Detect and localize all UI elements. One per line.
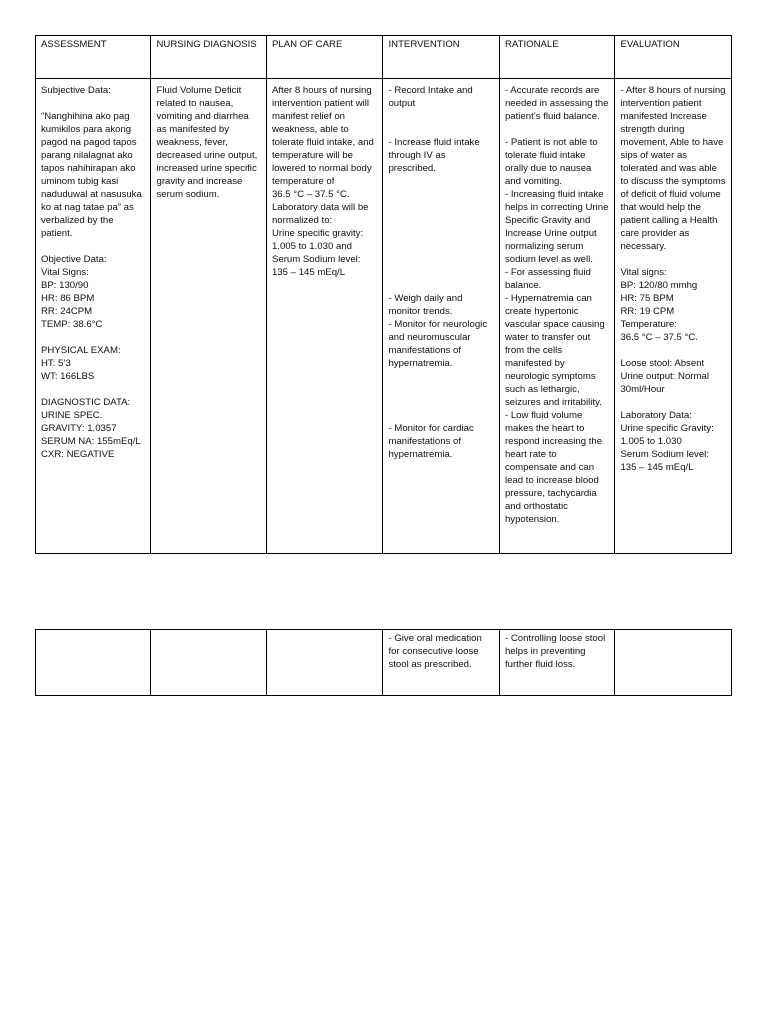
cell-plan-of-care: After 8 hours of nursing intervention patient will manifest relief on weakness, able to tolerate fluid intake, and temperature will be lowered to normal body temperature of 36.5 °C – 37.5 °C. Laboratory data will be normalized to: Urine specific gravity: 1.005 to 1.030 and Serum Sodium level: 135 – 145 mEq/L	[266, 79, 383, 554]
header-rationale: RATIONALE	[499, 36, 614, 79]
table-header-row	[36, 36, 732, 79]
header-plan-of-care: PLAN OF CARE	[266, 36, 383, 79]
care-plan-table	[35, 35, 732, 554]
cell-rationale: - Accurate records are needed in assessing the patient’s fluid balance. - Patient is not able to tolerate fluid intake orally due to nausea and vomiting. - Increasing fluid intake helps in correcting Urine Specific Gravity and Increase Urine output normalizing serum sodium level as well. - For assessing fluid balance. - Hypernatremia can create hypertonic vascular space causing water to transfer out from the cells manifested by neurologic symptoms such as lethargic, seizures and irritability. - Low fluid volume makes the heart to respond increasing the heart rate to compensate and can lead to increase blood pressure, tachycardia and orthostatic hypotension.	[499, 79, 614, 554]
cell-rationale: - Controlling loose stool helps in preventing further fluid loss.	[499, 630, 614, 696]
cell-assessment: Subjective Data: “Nanghihina ako pag kumikilos para akong pagod na pagod tapos parang nilalagnat ako tapos nahihirapan ako uminom tubig kasi naduduwal at nasusuka ko at nag tatae pa” as verbalized by the patient. Objective Data: Vital Signs: BP: 130/90 HR: 86 BPM RR: 24CPM TEMP: 38.6°C PHYSICAL EXAM: HT: 5’3 WT: 166LBS DIAGNOSTIC DATA: URINE SPEC. GRAVITY: 1.0357 SERUM NA: 155mEq/L CXR: NEGATIVE	[36, 79, 151, 554]
care-plan-continuation-table	[35, 629, 732, 696]
header-intervention: INTERVENTION	[383, 36, 500, 79]
cell-nursing-diagnosis: Fluid Volume Deficit related to nausea, vomiting and diarrhea as manifested by weakness, fever, decreased urine output, increased urine specific gravity and increase serum sodium.	[151, 79, 266, 554]
table-row	[36, 630, 732, 696]
table-row	[36, 79, 732, 554]
header-assessment: ASSESSMENT	[36, 36, 151, 79]
cell-intervention: - Give oral medication for consecutive loose stool as prescribed.	[383, 630, 500, 696]
header-evaluation: EVALUATION	[615, 36, 732, 79]
cell-intervention: - Record Intake and output - Increase fluid intake through IV as prescribed. - Weigh daily and monitor trends. - Monitor for neurologic and neuromuscular manifestations of hypernatremia. - Monitor for cardiac manifestations of hypernatremia.	[383, 79, 500, 554]
cell-evaluation: - After 8 hours of nursing intervention patient manifested Increase strength during movement, Able to have sips of water as tolerated and was able to discuss the symptoms of deficit of fluid volume that would help the patient calling a Health care provider as necessary. Vital signs: BP: 120/80 mmhg HR: 75 BPM RR: 19 CPM Temperature: 36.5 °C – 37.5 °C. Loose stool: Absent Urine output: Normal 30ml/Hour Laboratory Data: Urine specific Gravity: 1.005 to 1.030 Serum Sodium level: 135 – 145 mEq/L	[615, 79, 732, 554]
cell-plan-of-care	[266, 630, 383, 696]
header-nursing-diagnosis: NURSING DIAGNOSIS	[151, 36, 266, 79]
cell-assessment	[36, 630, 151, 696]
cell-nursing-diagnosis	[151, 630, 266, 696]
cell-evaluation	[615, 630, 732, 696]
